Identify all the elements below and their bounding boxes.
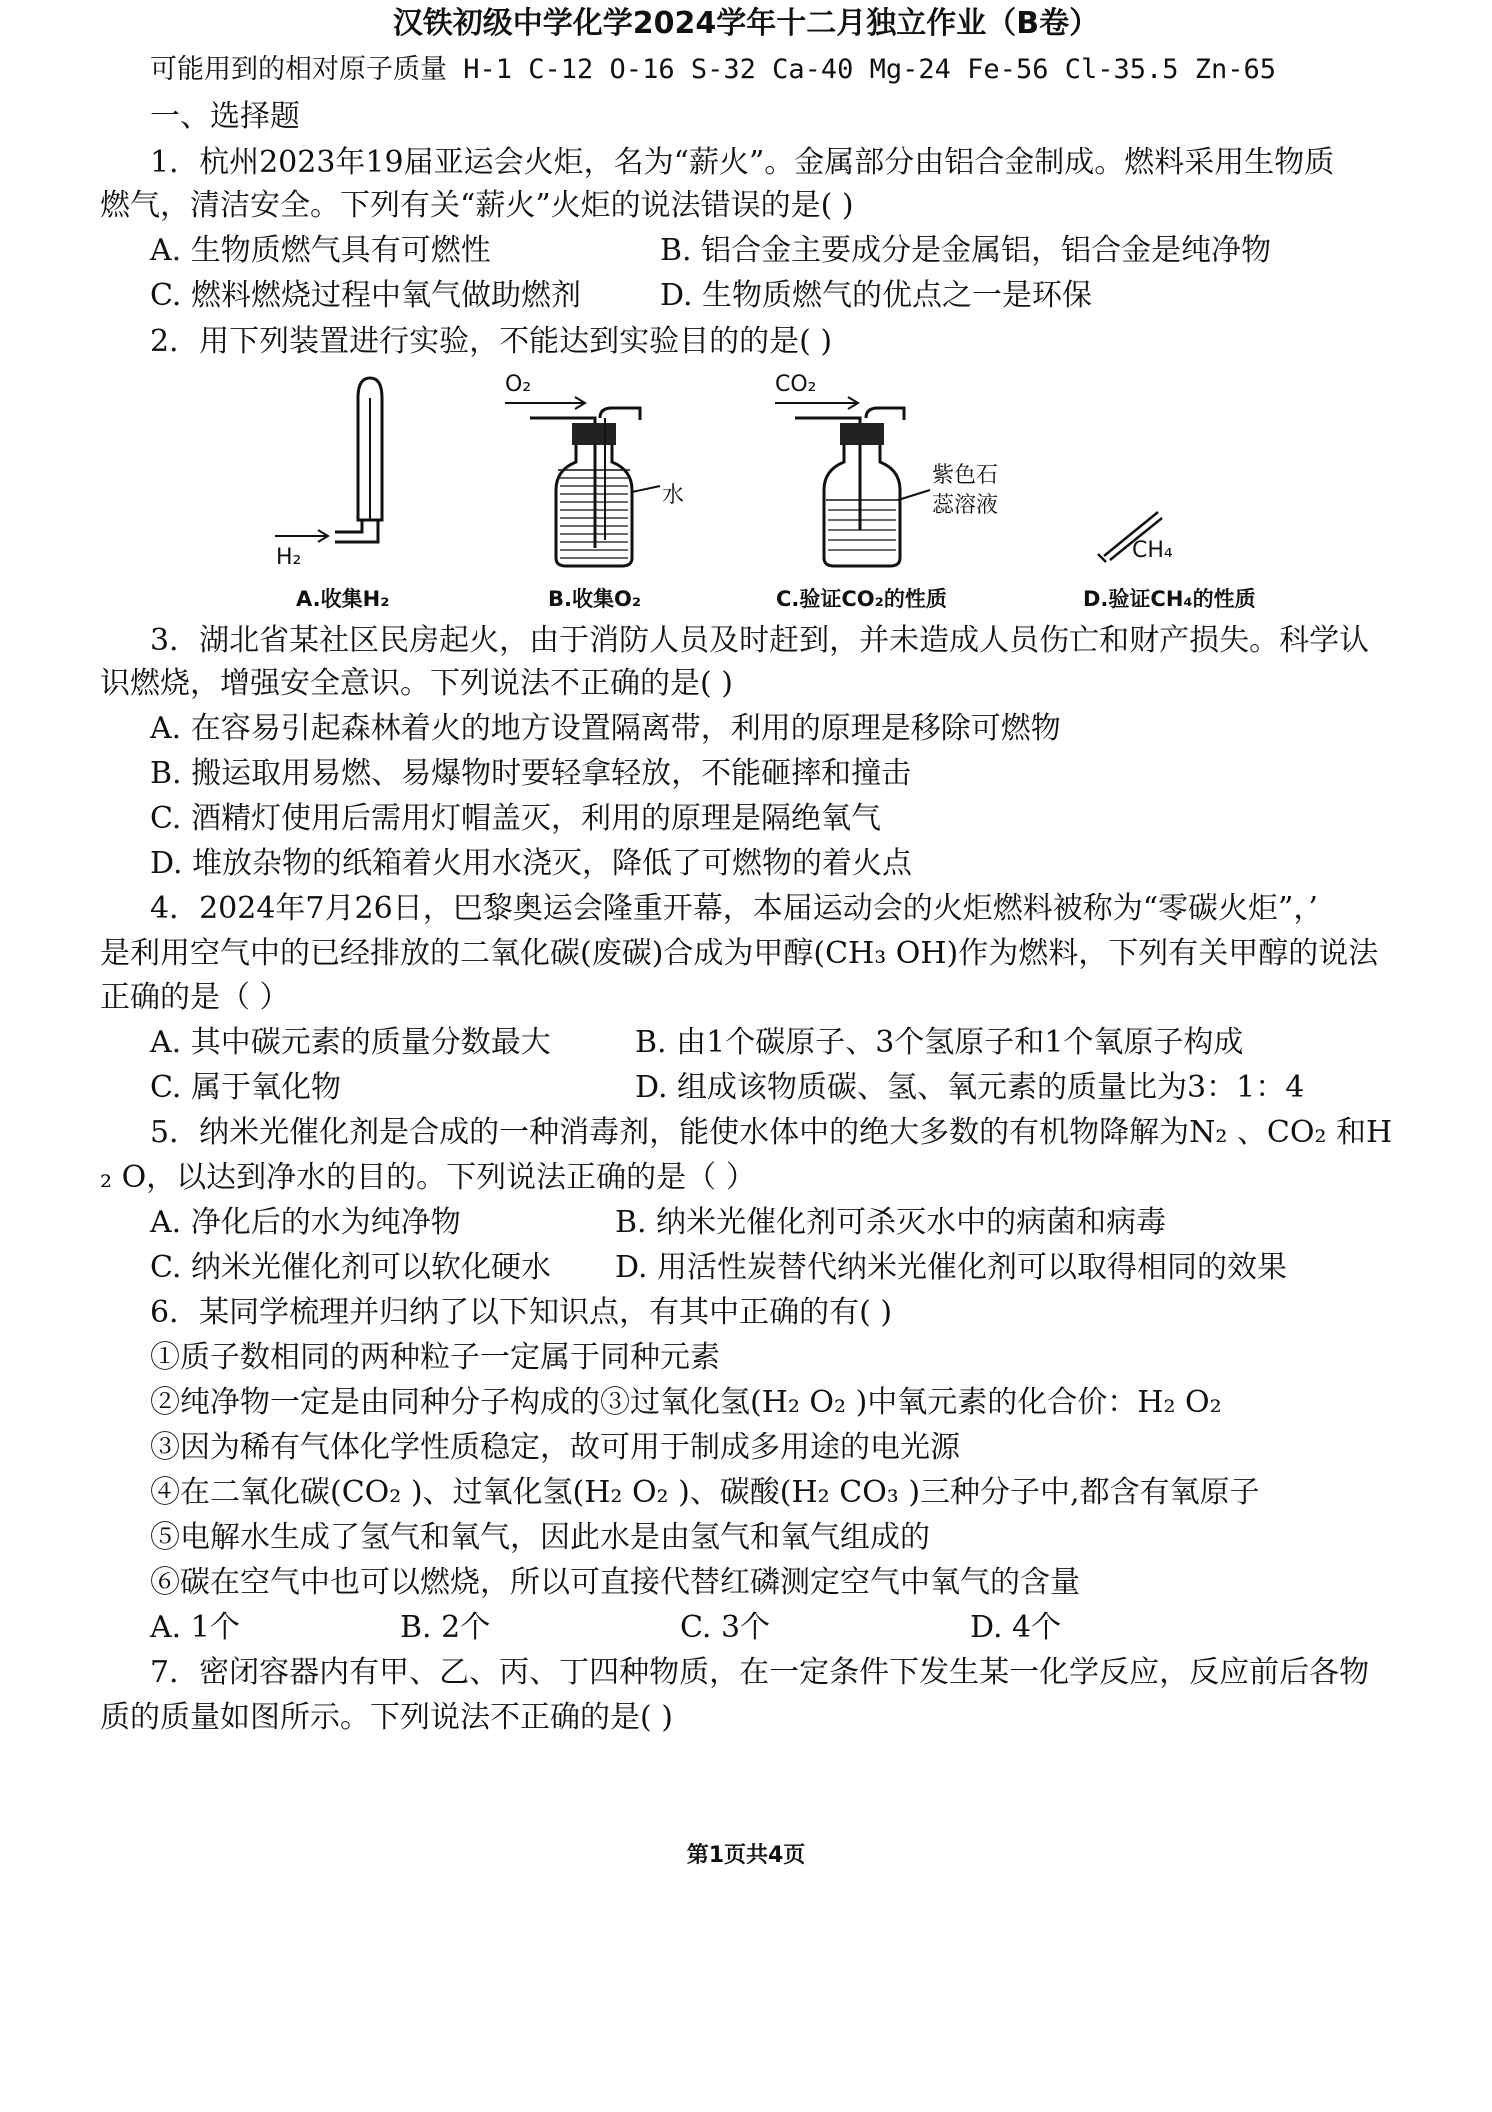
- label-litmus-1: 紫色石: [932, 463, 999, 488]
- q6-item-2: ②纯净物一定是由同种分子构成的③过氧化氢(H₂ O₂ )中氧元素的化合价：H₂ O₂: [150, 1385, 1222, 1420]
- q3-option-a: A. 在容易引起森林着火的地方设置隔离带，利用的原理是移除可燃物: [150, 711, 1061, 746]
- apparatus-a-test-tube: [275, 378, 382, 542]
- q6-option-b: B. 2个: [400, 1610, 491, 1645]
- q1-option-d: D. 生物质燃气的优点之一是环保: [660, 278, 1093, 313]
- q3-option-b: B. 搬运取用易燃、易爆物时要轻拿轻放，不能砸摔和撞击: [150, 756, 912, 791]
- q5-stem-line1: 5．纳米光催化剂是合成的一种消毒剂，能使水体中的绝大多数的有机物降解为N₂ 、CO₂ 和H: [150, 1115, 1393, 1150]
- q6-item-6: ⑥碳在空气中也可以燃烧，所以可直接代替红磷测定空气中氧气的含量: [150, 1565, 1080, 1600]
- q4-option-d: D. 组成该物质碳、氢、氧元素的质量比为3：1：4: [635, 1070, 1305, 1105]
- q4-stem-line2: 是利用空气中的已经排放的二氧化碳(废碳)合成为甲醇(CH₃ OH)作为燃料，下列有关甲醇的说法: [100, 936, 1379, 971]
- q1-option-a: A. 生物质燃气具有可燃性: [150, 233, 491, 268]
- q7-stem-line2: 质的质量如图所示。下列说法不正确的是( ): [100, 1700, 673, 1735]
- q4-stem-line3: 正确的是（ ）: [100, 980, 290, 1015]
- q6-option-c: C. 3个: [680, 1610, 771, 1645]
- caption-c: C.验证CO₂的性质: [776, 587, 947, 611]
- caption-a: A.收集H₂: [296, 587, 390, 611]
- q4-option-c: C. 属于氧化物: [150, 1070, 341, 1105]
- q5-stem-line2: ₂ O，以达到净水的目的。下列说法正确的是（ ）: [100, 1160, 756, 1195]
- q7-stem-line1: 7．密闭容器内有甲、乙、丙、丁四种物质，在一定条件下发生某一化学反应，反应前后各物: [150, 1655, 1370, 1690]
- section-heading: 一、选择题: [150, 99, 300, 134]
- q3-option-c: C. 酒精灯使用后需用灯帽盖灭，利用的原理是隔绝氧气: [150, 801, 881, 836]
- apparatus-c-litmus-bottle: [775, 397, 930, 566]
- label-litmus-2: 蕊溶液: [932, 493, 999, 518]
- label-water: 水: [662, 483, 685, 508]
- atomic-masses-line: 可能用到的相对原子质量 H-1 C-12 O-16 S-32 Ca-40 Mg-24 Fe-56 Cl-35.5 Zn-65: [150, 54, 1277, 85]
- q3-stem-line2: 识燃烧，增强安全意识。下列说法不正确的是( ): [100, 666, 733, 701]
- q1-stem-line1: 1．杭州2023年19届亚运会火炬，名为“薪火”。金属部分由铝合金制成。燃料采用生物质: [150, 145, 1335, 180]
- q2-stem: 2．用下列装置进行实验，不能达到实验目的的是( ): [150, 324, 833, 359]
- label-ch4: CH₄: [1132, 538, 1173, 563]
- q5-option-c: C. 纳米光催化剂可以软化硬水: [150, 1250, 551, 1285]
- q6-option-d: D. 4个: [970, 1610, 1062, 1645]
- caption-b: B.收集O₂: [548, 587, 642, 611]
- q6-item-4: ④在二氧化碳(CO₂ )、过氧化氢(H₂ O₂ )、碳酸(H₂ CO₃ )三种分子中,都含有氧原子: [150, 1475, 1260, 1510]
- q5-option-b: B. 纳米光催化剂可杀灭水中的病菌和病毒: [615, 1205, 1167, 1240]
- q4-option-a: A. 其中碳元素的质量分数最大: [150, 1025, 551, 1060]
- q4-stem-line1: 4．2024年7月26日，巴黎奥运会隆重开幕，本届运动会的火炬燃料被称为“零碳火炬”，’: [150, 891, 1318, 926]
- q1-stem-line2: 燃气，清洁安全。下列有关“薪火”火炬的说法错误的是( ): [100, 188, 854, 223]
- caption-d: D.验证CH₄的性质: [1083, 587, 1256, 611]
- q5-option-a: A. 净化后的水为纯净物: [150, 1205, 461, 1240]
- q1-option-c: C. 燃料燃烧过程中氧气做助燃剂: [150, 278, 581, 313]
- q6-item-3: ③因为稀有气体化学性质稳定，故可用于制成多用途的电光源: [150, 1430, 960, 1465]
- q3-option-d: D. 堆放杂物的纸箱着火用水浇灭，降低了可燃物的着火点: [150, 846, 913, 881]
- q6-item-5: ⑤电解水生成了氢气和氧气，因此水是由氢气和氧气组成的: [150, 1520, 930, 1555]
- label-co2: CO₂: [775, 372, 817, 397]
- q3-stem-line1: 3．湖北省某社区民房起火，由于消防人员及时赶到，并未造成人员伤亡和财产损失。科学认: [150, 623, 1370, 658]
- q5-option-d: D. 用活性炭替代纳米光催化剂可以取得相同的效果: [615, 1250, 1288, 1285]
- q4-option-b: B. 由1个碳原子、3个氢原子和1个氧原子构成: [635, 1025, 1244, 1060]
- q6-option-a: A. 1个: [150, 1610, 240, 1645]
- label-o2: O₂: [505, 372, 532, 397]
- page-footer: 第1页共4页: [686, 1843, 806, 1868]
- q1-option-b: B. 铝合金主要成分是金属铝，铝合金是纯净物: [660, 233, 1272, 268]
- q6-stem: 6．某同学梳理并归纳了以下知识点，有其中正确的有( ): [150, 1295, 893, 1330]
- label-h2: H₂: [276, 545, 302, 570]
- page-title: 汉铁初级中学化学2024学年十二月独立作业（B卷）: [392, 6, 1100, 41]
- q6-item-1: ①质子数相同的两种粒子一定属于同种元素: [150, 1340, 720, 1375]
- apparatus-b-wash-bottle: [505, 397, 660, 566]
